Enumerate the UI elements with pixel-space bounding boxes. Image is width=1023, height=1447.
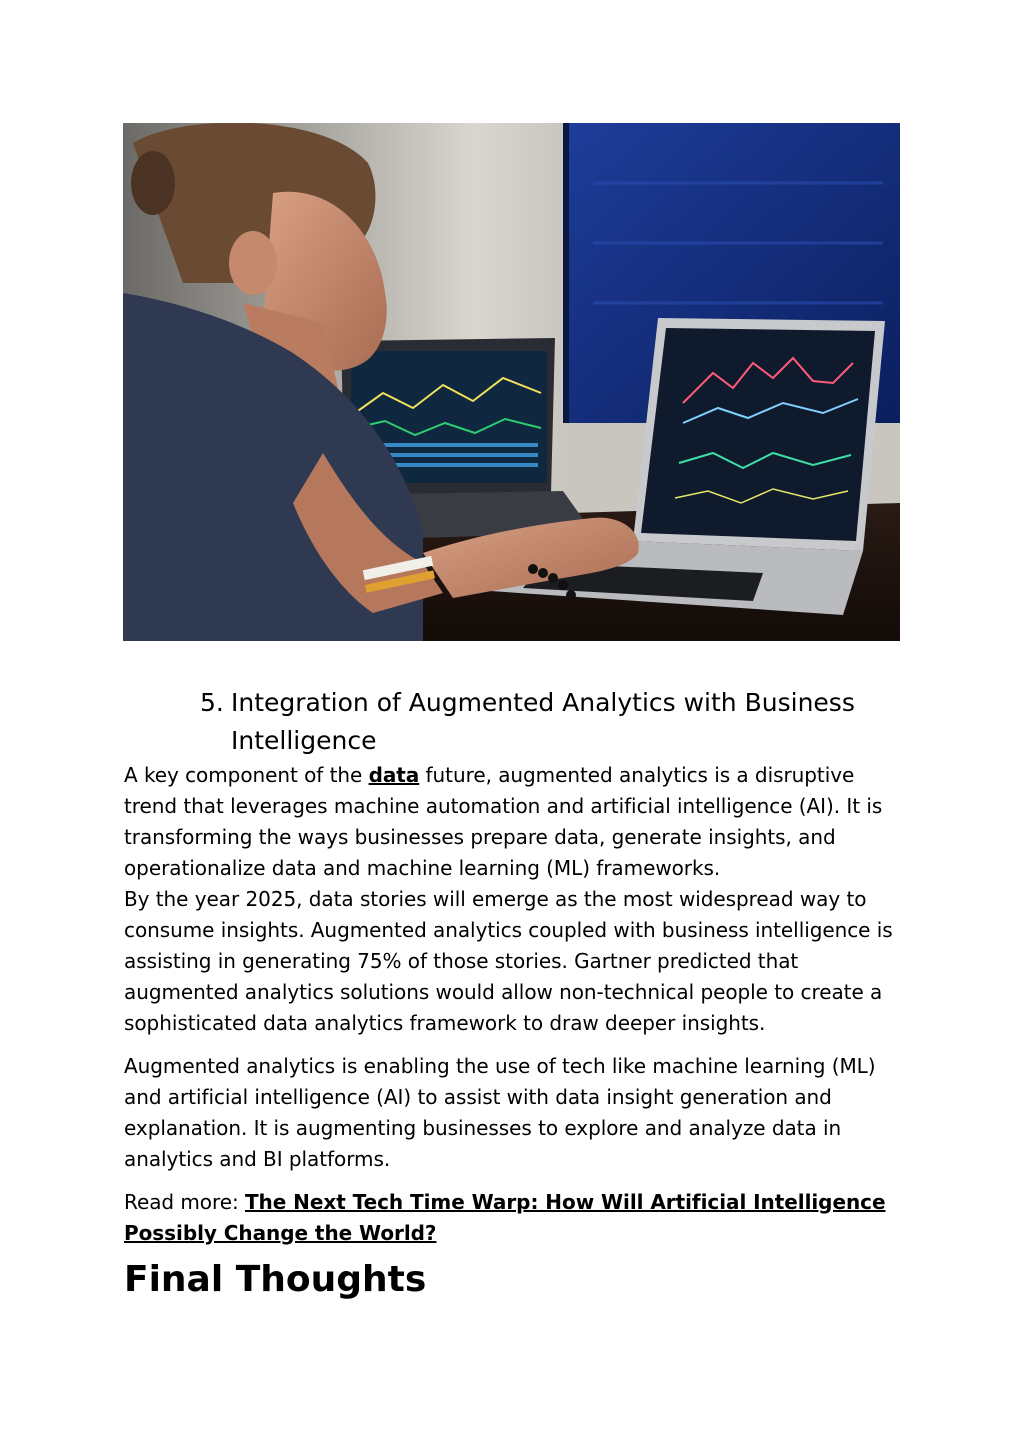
paragraph-intro: [124, 760, 904, 884]
article-content: [124, 684, 904, 1305]
section-heading: [200, 684, 904, 760]
section-title: Integration of Augmented Analytics with Business Intelligence: [231, 688, 855, 755]
paragraph-intro-rest: future, augmented analytics is a disruptive trend that leverages machine automation and artificial intelligence (AI). It is transforming the ways businesses prepare data, generate insights, and operationalize data and machine learning (ML) frameworks.: [124, 763, 883, 880]
paragraph-data-stories: By the year 2025, data stories will emerge as the most widespread way to consume insights. Augmented analytics coupled with business intelligence is assisting in generating 75% of those stories. Gartner predicted that augmented analytics solutions would allow non-technical people to create a sophisticated data analytics framework to draw deeper insights.: [124, 887, 893, 1035]
paragraph-augmented-analytics: Augmented analytics is enabling the use of tech like machine learning (ML) and artificial intelligence (AI) to assist with data insight generation and explanation. It is augmenting businesses to explore and analyze data in analytics and BI platforms.: [124, 1054, 876, 1171]
man-at-laptops-illustration: [123, 123, 900, 641]
data-link[interactable]: data: [368, 763, 420, 787]
read-more: [124, 1187, 904, 1249]
final-thoughts-heading: Final Thoughts: [124, 1259, 427, 1300]
section-number: 5.: [200, 688, 224, 717]
article-photo: [123, 123, 900, 641]
read-more-label: Read more:: [124, 1190, 245, 1214]
paragraph-intro-start: A key component of the: [124, 763, 369, 787]
read-more-link[interactable]: The Next Tech Time Warp: How Will Artificial Intelligence Possibly Change the World?: [124, 1190, 886, 1245]
